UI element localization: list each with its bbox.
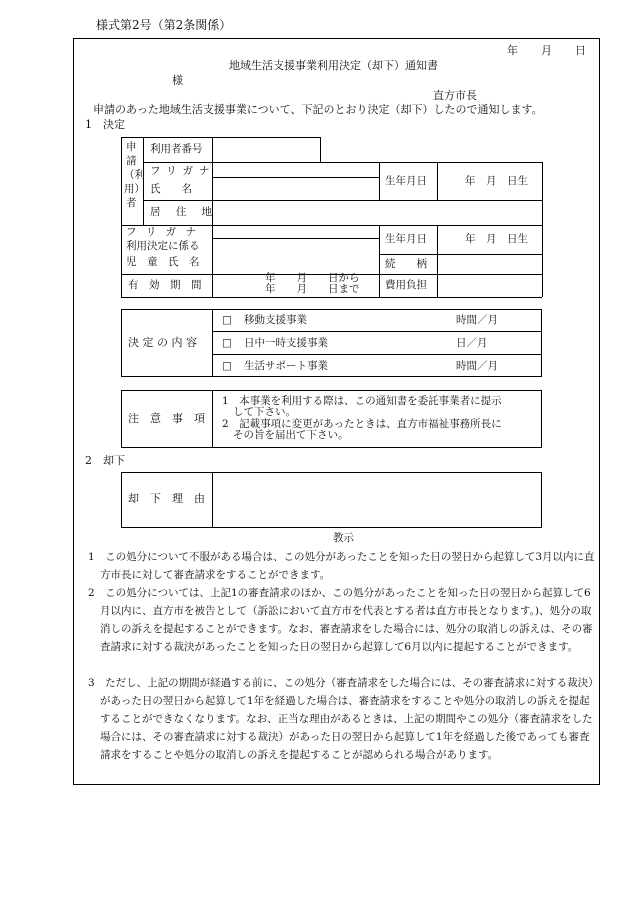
notes-label: 注 意 事 項 bbox=[128, 412, 205, 425]
intro-text: 申請のあった地域生活支援事業について、下記のとおり決定（却下）したので通知します。 bbox=[93, 103, 543, 116]
birth-label: 生年月日 bbox=[385, 175, 427, 187]
address-label: 居 住 地 bbox=[150, 206, 219, 218]
rejection-label: 却 下 理 由 bbox=[128, 492, 205, 505]
section1-heading: 1 決定 bbox=[85, 118, 125, 131]
note1-line1: 1 本事業を利用する際は、この通知書を委託事業者に提示 bbox=[222, 395, 502, 407]
applicant-group-label: 申 請 （利 用） 者 bbox=[124, 141, 145, 209]
unit-life-support: 時間／月 bbox=[456, 360, 498, 372]
name-label: 氏 名 bbox=[150, 183, 192, 195]
section2-heading: 2 却下 bbox=[85, 454, 125, 467]
document-title: 地域生活支援事業利用決定（却下）通知書 bbox=[229, 59, 438, 72]
date-year: 年 bbox=[507, 44, 518, 57]
cost-label: 費用負担 bbox=[385, 279, 427, 291]
issuer: 直方市長 bbox=[433, 89, 477, 102]
notice-heading: 教示 bbox=[333, 532, 354, 544]
note2-line1: 2 記載事項に変更があったときは、直方市福祉事務所長に bbox=[222, 418, 502, 430]
decision-label: 決 定 の 内 容 bbox=[128, 336, 197, 349]
child-birth-value: 年 月 日生 bbox=[465, 233, 528, 245]
child-furigana-label: フ リ ガ ナ bbox=[126, 226, 200, 238]
period-label: 有 効 期 間 bbox=[128, 279, 202, 291]
period-to: 年 月 日まで bbox=[265, 283, 360, 295]
service-life-support: 生活サポート事業 bbox=[244, 360, 328, 372]
child-line1: 利用決定に係る bbox=[126, 240, 200, 252]
date-month: 月 bbox=[541, 44, 552, 57]
addressee-suffix: 様 bbox=[172, 74, 183, 87]
notice-item-1: 1 この処分について不服がある場合は、この処分があったことを知った日の翌日から起算して3月以内に直方市長に対して審査請求をすることができます。 bbox=[88, 551, 595, 581]
note2-line2: その旨を届出て下さい。 bbox=[233, 429, 349, 441]
child-line2: 児 童 氏 名 bbox=[126, 256, 200, 268]
relation-label: 続 柄 bbox=[385, 258, 427, 270]
date-day: 日 bbox=[575, 44, 586, 57]
note1-line2: して下さい。 bbox=[233, 406, 296, 418]
checkbox-mobility[interactable]: □ bbox=[222, 314, 232, 326]
checkbox-daytime[interactable]: □ bbox=[222, 337, 232, 349]
unit-daytime: 日／月 bbox=[456, 337, 488, 349]
service-daytime: 日中一時支援事業 bbox=[244, 337, 328, 349]
notice-item-3: 3 ただし、上記の期間が経過する前に、この処分（審査請求をした場合には、その審査請求に対する裁決）があった日の翌日から起算して1年を経過した場合は、審査請求をすることや処分の取消しの訴えを提起することができなくなります。なお、正当な理由があるときは、上記の期間やこの処分（審査請求をした場合には、その審査請求に対する裁決）があった日の翌日から起算して1年を経過した後であっても審査請求をすることや処分の取消しの訴えを提起することが認められる場合があります。 bbox=[88, 677, 594, 761]
user-number-label: 利用者番号 bbox=[150, 143, 203, 155]
period-from: 年 月 日から bbox=[265, 272, 360, 284]
service-mobility: 移動支援事業 bbox=[244, 314, 307, 326]
form-label: 様式第2号（第2条関係） bbox=[96, 18, 232, 32]
birth-value: 年 月 日生 bbox=[465, 175, 528, 187]
furigana-label: フリガナ bbox=[150, 165, 216, 177]
notice-item-2: 2 この処分については、上記1の審査請求のほか、この処分があったことを知った日の翌日から起算して6月以内に、直方市を被告として（訴訟において直方市を代表とする者は直方市長となります。)、処分の取消しの訴えを提起することができます。なお、審査請求をした場合には、処分の取消しの訴えは、その審査請求に対する裁決があったことを知った日の翌日から起算して6月以内に提起することができます。 bbox=[88, 587, 593, 653]
child-birth-label: 生年月日 bbox=[385, 233, 427, 245]
unit-mobility: 時間／月 bbox=[456, 314, 498, 326]
checkbox-life-support[interactable]: □ bbox=[222, 360, 232, 372]
